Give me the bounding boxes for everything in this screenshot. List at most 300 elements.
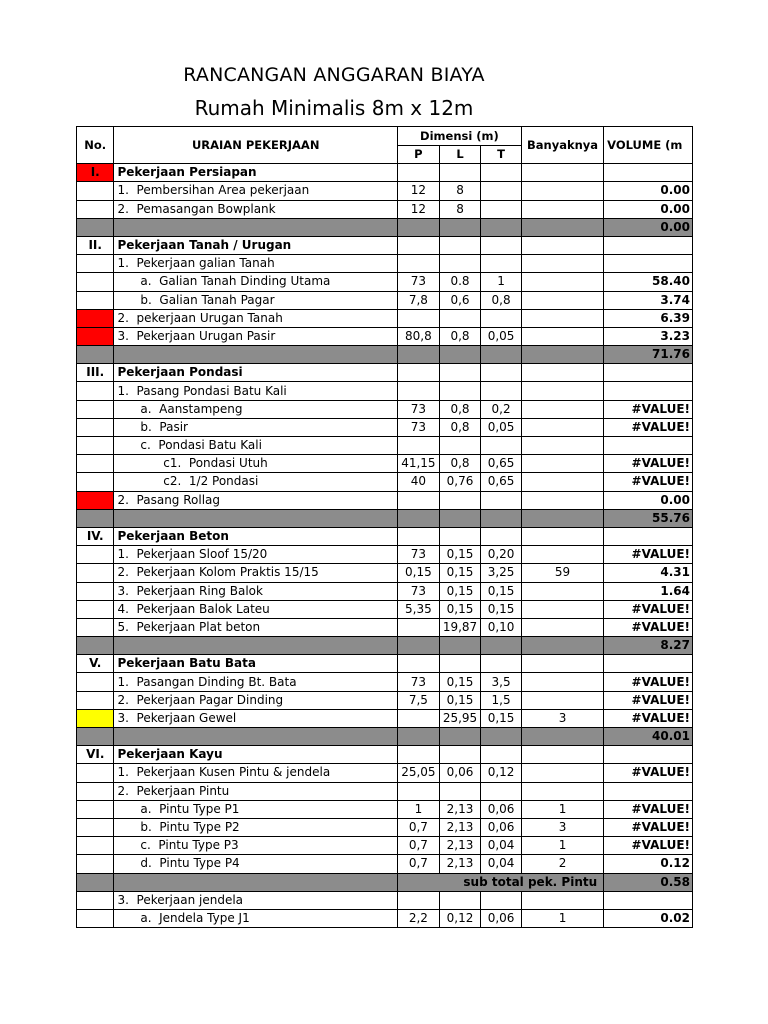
cell-t (481, 728, 522, 746)
cell-uraian: 5. Pekerjaan Plat beton (114, 618, 397, 636)
cell-uraian: c. Pondasi Batu Kali (114, 437, 397, 455)
cell-volume (604, 364, 693, 382)
cell-l: 19,87 (439, 618, 480, 636)
cell-uraian: 2. Pekerjaan Pintu (114, 782, 397, 800)
cell-no (77, 873, 114, 891)
cell-l: 2,13 (439, 855, 480, 873)
cell-banyaknya (521, 346, 603, 364)
section-row (77, 655, 693, 673)
cell-banyaknya: 1 (521, 909, 603, 927)
cell-p (397, 728, 439, 746)
cell-p: 40 (397, 473, 439, 491)
cell-banyaknya (521, 364, 603, 382)
cell-no (77, 437, 114, 455)
col-header-t: T (481, 146, 522, 164)
table-row (77, 546, 693, 564)
cell-volume: 0.00 (604, 182, 693, 200)
cell-uraian: a. Pintu Type P1 (114, 800, 397, 818)
cell-t: 0,15 (481, 582, 522, 600)
cell-uraian: a. Jendela Type J1 (114, 909, 397, 927)
cell-no (77, 255, 114, 273)
cell-no: III. (77, 364, 114, 382)
cell-volume: #VALUE! (604, 673, 693, 691)
cell-volume: 0.58 (604, 873, 693, 891)
subtotal-row (77, 728, 693, 746)
cell-l: 0,15 (439, 582, 480, 600)
cell-uraian (114, 218, 397, 236)
cell-banyaknya (521, 782, 603, 800)
sheet-title: RANCANGAN ANGGARAN BIAYA (183, 64, 485, 86)
cell-volume: 0.00 (604, 218, 693, 236)
cell-no (77, 837, 114, 855)
cell-uraian: a. Galian Tanah Dinding Utama (114, 273, 397, 291)
col-header-no: No. (77, 127, 114, 164)
col-header-volume: VOLUME (m (604, 127, 693, 164)
cell-p: 73 (397, 418, 439, 436)
cell-t (481, 309, 522, 327)
cell-volume (604, 236, 693, 254)
cell-p: 25,05 (397, 764, 439, 782)
subtotal-row (77, 346, 693, 364)
table-row (77, 691, 693, 709)
cell-banyaknya (521, 309, 603, 327)
cell-uraian: 2. pekerjaan Urugan Tanah (114, 309, 397, 327)
cell-no (77, 764, 114, 782)
cell-uraian (114, 637, 397, 655)
cell-l (439, 255, 480, 273)
table-row (77, 891, 693, 909)
cell-uraian: 3. Pekerjaan Gewel (114, 709, 397, 727)
cell-uraian: 1. Pasang Pondasi Batu Kali (114, 382, 397, 400)
cell-l (439, 236, 480, 254)
cell-t: 0,12 (481, 764, 522, 782)
cell-no: I. (77, 164, 114, 182)
cell-t (481, 637, 522, 655)
cell-p (397, 709, 439, 727)
cell-volume: 0.12 (604, 855, 693, 873)
table-row (77, 782, 693, 800)
cell-volume: 3.74 (604, 291, 693, 309)
cell-t: 3,5 (481, 673, 522, 691)
cell-t: 0,65 (481, 455, 522, 473)
cell-l (439, 309, 480, 327)
cell-p (397, 782, 439, 800)
cell-t: 0,2 (481, 400, 522, 418)
cell-uraian: 3. Pekerjaan Ring Balok (114, 582, 397, 600)
cell-p (397, 218, 439, 236)
cell-banyaknya (521, 764, 603, 782)
cell-banyaknya (521, 509, 603, 527)
cell-p (397, 382, 439, 400)
cell-no: VI. (77, 746, 114, 764)
cell-l: 2,13 (439, 800, 480, 818)
cell-volume: #VALUE! (604, 618, 693, 636)
cell-t: 0,8 (481, 291, 522, 309)
cell-uraian (114, 728, 397, 746)
cell-banyaknya (521, 218, 603, 236)
cell-no (77, 782, 114, 800)
cell-p (397, 164, 439, 182)
cell-banyaknya (521, 236, 603, 254)
cell-banyaknya (521, 527, 603, 545)
cell-p (397, 437, 439, 455)
cell-no (77, 673, 114, 691)
cell-p (397, 527, 439, 545)
cell-t: 0,06 (481, 800, 522, 818)
cell-no (77, 691, 114, 709)
cell-volume: #VALUE! (604, 455, 693, 473)
table-row (77, 837, 693, 855)
cell-no (77, 800, 114, 818)
cell-banyaknya: 1 (521, 800, 603, 818)
cell-l: 0.8 (439, 273, 480, 291)
cell-no (77, 346, 114, 364)
cell-uraian (114, 509, 397, 527)
cell-t (481, 509, 522, 527)
cell-no (77, 327, 114, 345)
cell-p: 0,7 (397, 818, 439, 836)
cell-no (77, 200, 114, 218)
cell-volume (604, 655, 693, 673)
cell-uraian: 1. Pekerjaan Kusen Pintu & jendela (114, 764, 397, 782)
cell-l (439, 655, 480, 673)
cell-uraian: b. Pintu Type P2 (114, 818, 397, 836)
cell-l: 0,15 (439, 564, 480, 582)
cell-no (77, 546, 114, 564)
table-row (77, 673, 693, 691)
cell-volume: #VALUE! (604, 418, 693, 436)
cell-banyaknya (521, 728, 603, 746)
cell-p: 12 (397, 182, 439, 200)
cell-banyaknya (521, 891, 603, 909)
cell-no (77, 491, 114, 509)
cell-uraian: 2. Pekerjaan Pagar Dinding (114, 691, 397, 709)
cell-banyaknya (521, 273, 603, 291)
cell-t (481, 891, 522, 909)
table-row (77, 437, 693, 455)
cell-volume: 58.40 (604, 273, 693, 291)
cell-banyaknya (521, 618, 603, 636)
cell-l: 2,13 (439, 818, 480, 836)
table-row (77, 491, 693, 509)
cell-volume: #VALUE! (604, 764, 693, 782)
cell-l: 0,15 (439, 673, 480, 691)
cell-l: 0,8 (439, 455, 480, 473)
cell-volume: 1.64 (604, 582, 693, 600)
cell-t (481, 255, 522, 273)
table-row (77, 709, 693, 727)
cell-p (397, 309, 439, 327)
cell-t (481, 782, 522, 800)
cell-volume: #VALUE! (604, 818, 693, 836)
cell-banyaknya (521, 600, 603, 618)
cell-subtotal-label: sub total pek. Pintu (397, 873, 603, 891)
cell-p (397, 746, 439, 764)
cell-uraian: 3. Pekerjaan jendela (114, 891, 397, 909)
cell-no (77, 418, 114, 436)
cell-uraian: 2. Pemasangan Bowplank (114, 200, 397, 218)
cell-p: 80,8 (397, 327, 439, 345)
cell-volume (604, 527, 693, 545)
cell-no (77, 728, 114, 746)
cell-banyaknya: 3 (521, 818, 603, 836)
cell-banyaknya (521, 182, 603, 200)
cell-uraian: 4. Pekerjaan Balok Lateu (114, 600, 397, 618)
cell-t (481, 382, 522, 400)
cell-uraian: Pekerjaan Pondasi (114, 364, 397, 382)
cell-uraian: 1. Pekerjaan Sloof 15/20 (114, 546, 397, 564)
cell-t: 0,05 (481, 327, 522, 345)
cell-banyaknya (521, 255, 603, 273)
cell-banyaknya (521, 382, 603, 400)
cell-p (397, 346, 439, 364)
cell-banyaknya: 1 (521, 837, 603, 855)
cell-no (77, 400, 114, 418)
cell-l: 0,6 (439, 291, 480, 309)
cell-p: 41,15 (397, 455, 439, 473)
table-row (77, 582, 693, 600)
cell-p: 2,2 (397, 909, 439, 927)
cell-t (481, 491, 522, 509)
cell-p: 0,7 (397, 837, 439, 855)
cell-no (77, 582, 114, 600)
cell-volume: 6.39 (604, 309, 693, 327)
table-row (77, 800, 693, 818)
cell-no: V. (77, 655, 114, 673)
table-row (77, 600, 693, 618)
cell-uraian: b. Pasir (114, 418, 397, 436)
cell-uraian: Pekerjaan Tanah / Urugan (114, 236, 397, 254)
cell-l: 2,13 (439, 837, 480, 855)
table-row (77, 564, 693, 582)
cell-l: 0,76 (439, 473, 480, 491)
cell-uraian: c2. 1/2 Pondasi (114, 473, 397, 491)
cell-t (481, 746, 522, 764)
cell-p: 73 (397, 673, 439, 691)
cell-no (77, 455, 114, 473)
cell-volume (604, 255, 693, 273)
cell-no (77, 818, 114, 836)
cell-t (481, 218, 522, 236)
cell-uraian: 1. Pembersihan Area pekerjaan (114, 182, 397, 200)
cell-banyaknya (521, 164, 603, 182)
cell-t (481, 364, 522, 382)
cell-volume (604, 891, 693, 909)
cell-t (481, 182, 522, 200)
cell-volume: #VALUE! (604, 546, 693, 564)
cell-uraian: 1. Pasangan Dinding Bt. Bata (114, 673, 397, 691)
cell-t: 1,5 (481, 691, 522, 709)
cell-l: 0,12 (439, 909, 480, 927)
cell-l (439, 509, 480, 527)
cell-t (481, 346, 522, 364)
cell-p (397, 637, 439, 655)
cell-uraian: a. Aanstampeng (114, 400, 397, 418)
cell-banyaknya (521, 673, 603, 691)
table-row (77, 764, 693, 782)
cell-p (397, 364, 439, 382)
cell-volume: 8.27 (604, 637, 693, 655)
cell-banyaknya (521, 400, 603, 418)
cell-p: 73 (397, 546, 439, 564)
col-header-dimensi: Dimensi (m) (397, 127, 521, 146)
cell-t: 0,15 (481, 709, 522, 727)
table-row (77, 182, 693, 200)
cell-l: 0,06 (439, 764, 480, 782)
section-row (77, 236, 693, 254)
cell-p: 1 (397, 800, 439, 818)
col-header-l: L (439, 146, 480, 164)
cell-banyaknya (521, 200, 603, 218)
cell-volume: 0.00 (604, 200, 693, 218)
cell-no (77, 473, 114, 491)
cell-p: 0,7 (397, 855, 439, 873)
cell-t (481, 527, 522, 545)
cell-volume: #VALUE! (604, 600, 693, 618)
cell-volume (604, 746, 693, 764)
cell-uraian: b. Galian Tanah Pagar (114, 291, 397, 309)
cell-uraian: c. Pintu Type P3 (114, 837, 397, 855)
cell-l: 8 (439, 200, 480, 218)
cell-banyaknya (521, 691, 603, 709)
cell-p (397, 655, 439, 673)
cell-no (77, 218, 114, 236)
cell-p (397, 491, 439, 509)
col-header-uraian: URAIAN PEKERJAAN (114, 127, 397, 164)
cell-t (481, 236, 522, 254)
cell-t: 0,06 (481, 909, 522, 927)
cell-banyaknya (521, 546, 603, 564)
cell-p: 7,5 (397, 691, 439, 709)
cell-l: 0,8 (439, 327, 480, 345)
subtotal-row (77, 873, 693, 891)
table-row (77, 618, 693, 636)
section-row (77, 746, 693, 764)
cell-l (439, 382, 480, 400)
table-row (77, 273, 693, 291)
cell-l: 0,15 (439, 691, 480, 709)
section-row (77, 527, 693, 545)
cell-uraian: d. Pintu Type P4 (114, 855, 397, 873)
cell-volume: #VALUE! (604, 400, 693, 418)
cell-l (439, 364, 480, 382)
cell-banyaknya (521, 746, 603, 764)
cell-banyaknya (521, 491, 603, 509)
cell-uraian: Pekerjaan Persiapan (114, 164, 397, 182)
cell-l (439, 637, 480, 655)
cell-l (439, 218, 480, 236)
cell-no (77, 637, 114, 655)
table-row (77, 327, 693, 345)
table-row (77, 818, 693, 836)
cell-no (77, 309, 114, 327)
cell-t: 0,05 (481, 418, 522, 436)
cell-t: 0,06 (481, 818, 522, 836)
cell-volume: #VALUE! (604, 800, 693, 818)
cell-volume: 71.76 (604, 346, 693, 364)
cell-uraian: Pekerjaan Kayu (114, 746, 397, 764)
subtotal-row (77, 509, 693, 527)
cell-banyaknya (521, 637, 603, 655)
cell-p (397, 618, 439, 636)
cell-banyaknya (521, 655, 603, 673)
cell-p: 7,8 (397, 291, 439, 309)
cell-volume: 0.00 (604, 491, 693, 509)
cell-p: 0,15 (397, 564, 439, 582)
cell-t: 0,04 (481, 855, 522, 873)
cell-t: 0,20 (481, 546, 522, 564)
cell-p (397, 509, 439, 527)
cell-l (439, 164, 480, 182)
cell-volume (604, 164, 693, 182)
cell-no (77, 600, 114, 618)
cell-t (481, 200, 522, 218)
cell-banyaknya (521, 291, 603, 309)
cell-no (77, 891, 114, 909)
cell-uraian (114, 346, 397, 364)
cell-volume: #VALUE! (604, 473, 693, 491)
table-row (77, 909, 693, 927)
cell-t (481, 437, 522, 455)
cell-volume (604, 437, 693, 455)
cell-no (77, 709, 114, 727)
cell-uraian: 1. Pekerjaan galian Tanah (114, 255, 397, 273)
table-row (77, 418, 693, 436)
cell-no (77, 182, 114, 200)
cell-uraian: 2. Pasang Rollag (114, 491, 397, 509)
budget-table (76, 126, 693, 928)
cell-l: 8 (439, 182, 480, 200)
col-header-p: P (397, 146, 439, 164)
cell-no (77, 618, 114, 636)
cell-p (397, 255, 439, 273)
cell-l (439, 891, 480, 909)
cell-l: 0,8 (439, 400, 480, 418)
cell-t (481, 164, 522, 182)
cell-l (439, 491, 480, 509)
cell-uraian (114, 873, 397, 891)
cell-no (77, 382, 114, 400)
cell-volume (604, 782, 693, 800)
cell-l (439, 527, 480, 545)
cell-t: 0,10 (481, 618, 522, 636)
table-row (77, 473, 693, 491)
table-row (77, 400, 693, 418)
cell-t: 3,25 (481, 564, 522, 582)
cell-p: 73 (397, 273, 439, 291)
cell-l: 0,15 (439, 546, 480, 564)
cell-banyaknya (521, 327, 603, 345)
budget-sheet (76, 126, 693, 941)
cell-l (439, 728, 480, 746)
cell-banyaknya (521, 455, 603, 473)
table-row (77, 309, 693, 327)
cell-p: 73 (397, 582, 439, 600)
cell-p: 5,35 (397, 600, 439, 618)
cell-no (77, 855, 114, 873)
cell-no: II. (77, 236, 114, 254)
cell-p: 12 (397, 200, 439, 218)
cell-p (397, 891, 439, 909)
table-row (77, 382, 693, 400)
subtotal-row (77, 637, 693, 655)
cell-t: 0,15 (481, 600, 522, 618)
cell-volume: 0.02 (604, 909, 693, 927)
cell-t: 1 (481, 273, 522, 291)
cell-l (439, 782, 480, 800)
cell-no (77, 509, 114, 527)
cell-l: 25,95 (439, 709, 480, 727)
